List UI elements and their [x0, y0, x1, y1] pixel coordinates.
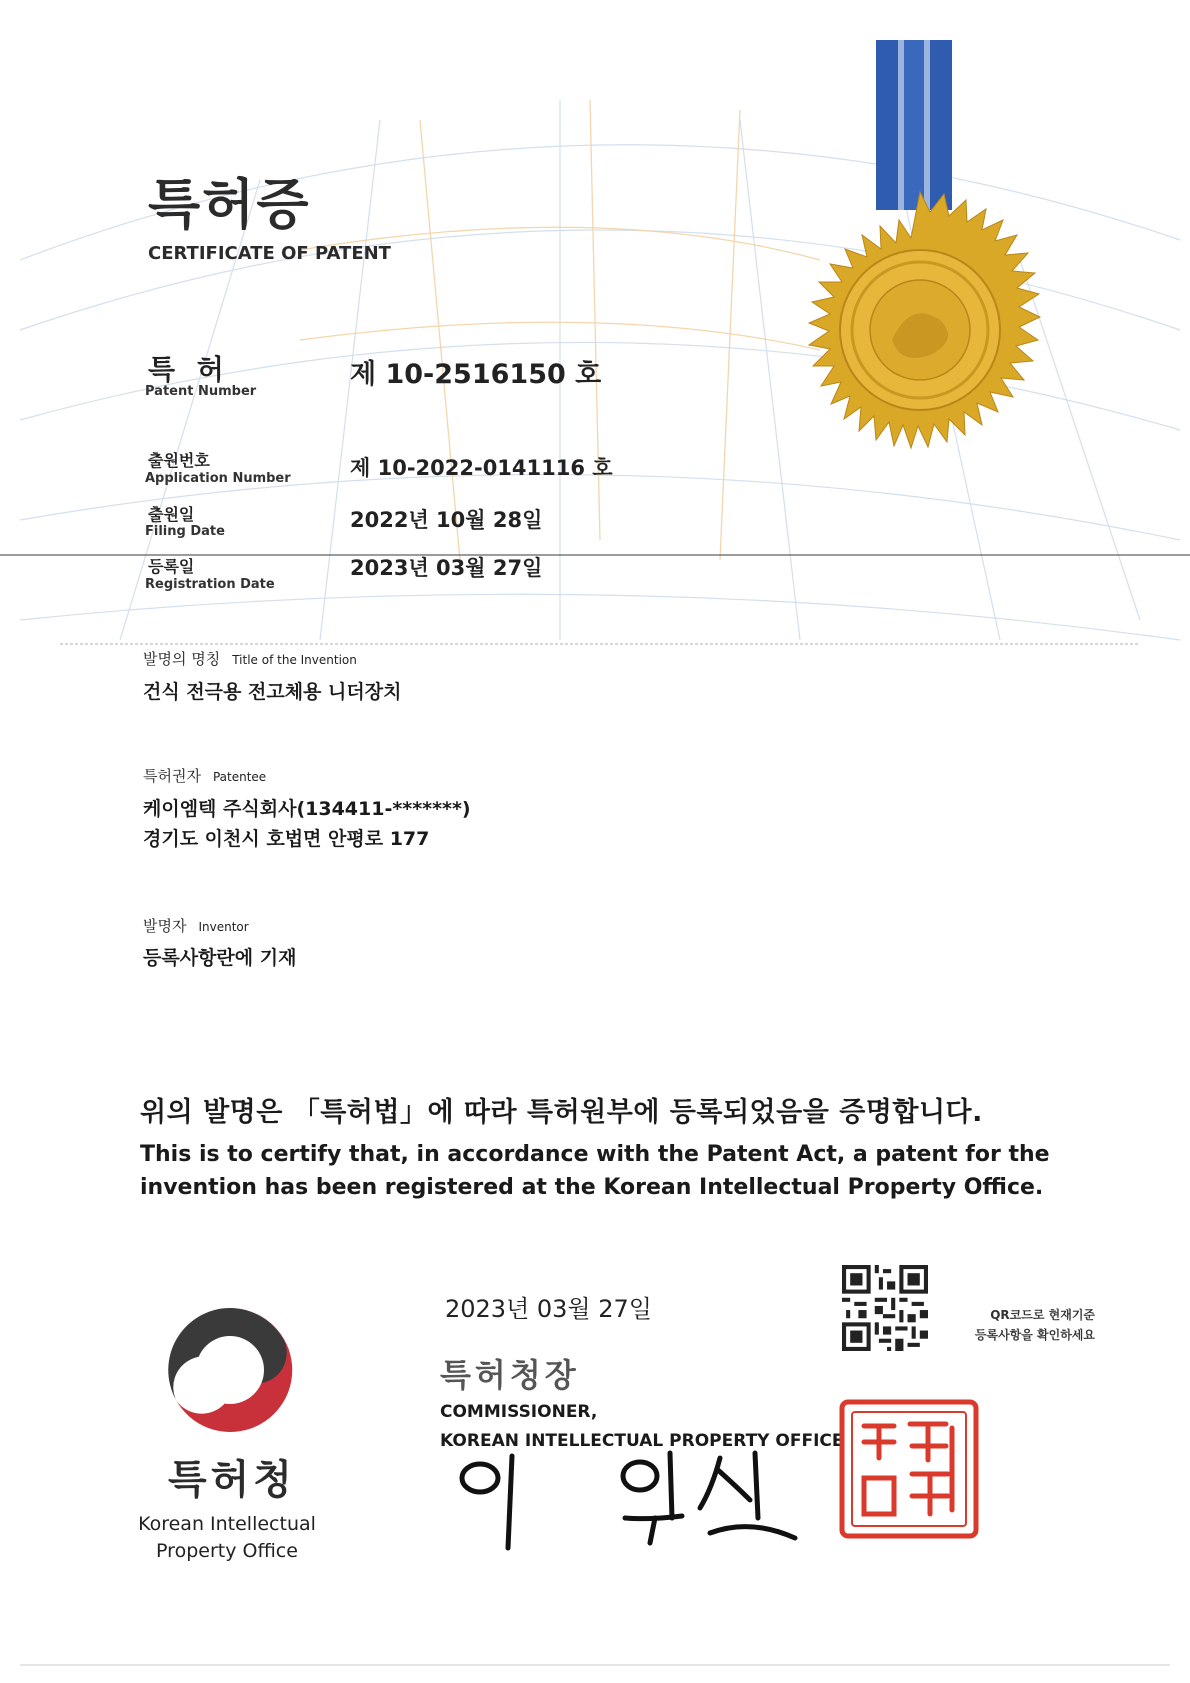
filing-date-label-ko: 출원일 [148, 505, 195, 524]
invention-title-label-ko: 발명의 명칭 [143, 650, 221, 668]
patentee-name: 케이엠텍 주식회사(134411-*******) [143, 798, 471, 820]
signature [450, 1448, 800, 1558]
inventor-label [143, 915, 249, 936]
certificate-title-en: CERTIFICATE OF PATENT [148, 243, 391, 264]
patent-number-value: 제 10-2516150 호 [350, 359, 602, 390]
invention-title-label-en: Title of the Invention [232, 653, 357, 667]
office-name-en-line1: Korean Intellectual [138, 1513, 316, 1535]
registration-date-label-en: Registration Date [145, 577, 275, 592]
certificate-title-ko: 특허증 [148, 173, 311, 236]
patent-number-label-ko: 특 허 [148, 353, 230, 386]
gold-seal-icon [780, 40, 1080, 470]
ribbon-icon [876, 40, 952, 210]
invention-title-label [143, 648, 357, 669]
patentee-label [143, 765, 266, 786]
qr-note-line2: 등록사항을 확인하세요 [974, 1328, 1095, 1342]
office-name-en [112, 1511, 342, 1565]
official-stamp-icon [838, 1398, 980, 1540]
commissioner-title-en-line2: KOREAN INTELLECTUAL PROPERTY OFFICE [440, 1431, 844, 1451]
inventor-label-ko: 발명자 [143, 917, 187, 935]
registration-date-value: 2023년 03월 27일 [350, 556, 543, 580]
office-name-ko: 특허청 [168, 1457, 296, 1503]
certification-statement-ko: 위의 발명은 「특허법」에 따라 특허원부에 등록되었음을 증명합니다. [140, 1097, 983, 1128]
inventor-value: 등록사항란에 기재 [143, 947, 297, 969]
patentee-address: 경기도 이천시 호법면 안평로 177 [143, 828, 430, 850]
qr-code-icon [842, 1265, 928, 1351]
inventor-label-en: Inventor [198, 920, 249, 934]
office-name-en-line2: Property Office [156, 1540, 298, 1562]
patentee-label-ko: 특허권자 [143, 767, 201, 785]
registration-date-label-ko: 등록일 [148, 557, 195, 576]
application-number-label-en: Application Number [145, 471, 291, 486]
patentee-label-en: Patentee [212, 770, 267, 784]
commissioner-title-ko: 특허청장 [440, 1356, 580, 1394]
application-number-label-ko: 출원번호 [148, 451, 210, 470]
patent-number-label-en: Patent Number [145, 384, 257, 399]
filing-date-label-en: Filing Date [145, 524, 225, 539]
certification-statement-en: This is to certify that, in accordance with the Patent Act, a patent for the invention has been registered at the Korean Intellectual Property Office. [140, 1142, 1050, 1200]
commissioner-title-en-line1: COMMISSIONER, [440, 1402, 598, 1422]
qr-note-line1: QR코드로 현재기준 [990, 1308, 1095, 1322]
application-number-value: 제 10-2022-0141116 호 [350, 456, 613, 480]
filing-date-value: 2022년 10월 28일 [350, 508, 543, 532]
qr-note [935, 1305, 1095, 1345]
issue-date: 2023년 03월 27일 [445, 1295, 652, 1323]
invention-title-value: 건식 전극용 전고체용 니더장치 [143, 681, 402, 703]
kipo-emblem-icon [160, 1300, 300, 1440]
